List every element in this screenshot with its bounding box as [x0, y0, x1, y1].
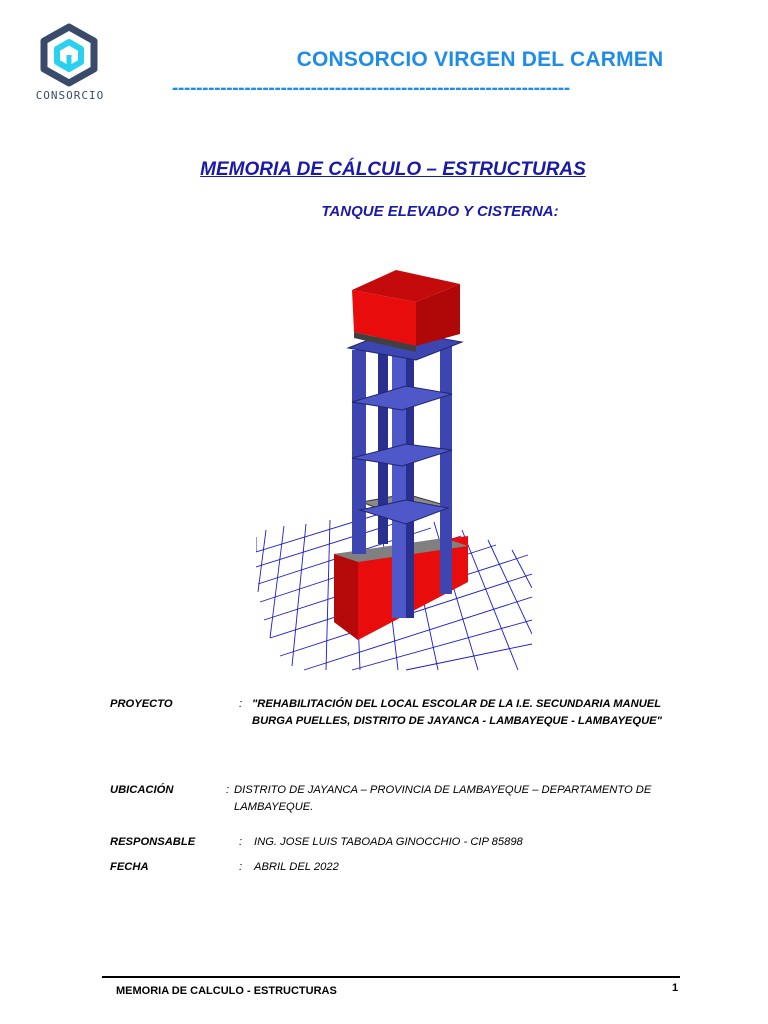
header-separator: ------------------------------------------------------------------ [172, 78, 570, 99]
document-title: MEMORIA DE CÁLCULO – ESTRUCTURAS [200, 159, 586, 180]
responsible-label: RESPONSABLE [110, 836, 196, 848]
project-colon: : [239, 698, 243, 710]
date-value: ABRIL DEL 2022 [254, 861, 339, 873]
project-value: "REHABILITACIÓN DEL LOCAL ESCOLAR DE LA I.E. SECUNDARIA MANUEL BURGA PUELLES, DISTRITO DE JAYANCA - LAMBAYEQUE - LAMBAYEQUE" [252, 698, 662, 727]
company-name: CONSORCIO VIRGEN DEL CARMEN [296, 48, 664, 71]
date-colon: : [239, 861, 243, 873]
page-number: 1 [672, 982, 679, 994]
date-label: FECHA [110, 861, 149, 873]
elevated-tank-3d-model-icon [256, 262, 532, 672]
document-subtitle: TANQUE ELEVADO Y CISTERNA: [321, 203, 559, 220]
logo-wordmark: CONSORCIO [35, 89, 105, 102]
footer-title: MEMORIA DE CALCULO - ESTRUCTURAS [116, 985, 337, 997]
location-value: DISTRITO DE JAYANCA – PROVINCIA DE LAMBAYEQUE – DEPARTAMENTO DE LAMBAYEQUE. [234, 784, 652, 813]
location-label: UBICACIÓN [110, 784, 174, 796]
responsible-colon: : [239, 836, 243, 848]
responsible-value: ING. JOSE LUIS TABOADA GINOCCHIO - CIP 85898 [254, 836, 523, 848]
location-colon: : [226, 784, 230, 796]
project-label: PROYECTO [110, 698, 173, 710]
footer-divider [102, 976, 680, 978]
